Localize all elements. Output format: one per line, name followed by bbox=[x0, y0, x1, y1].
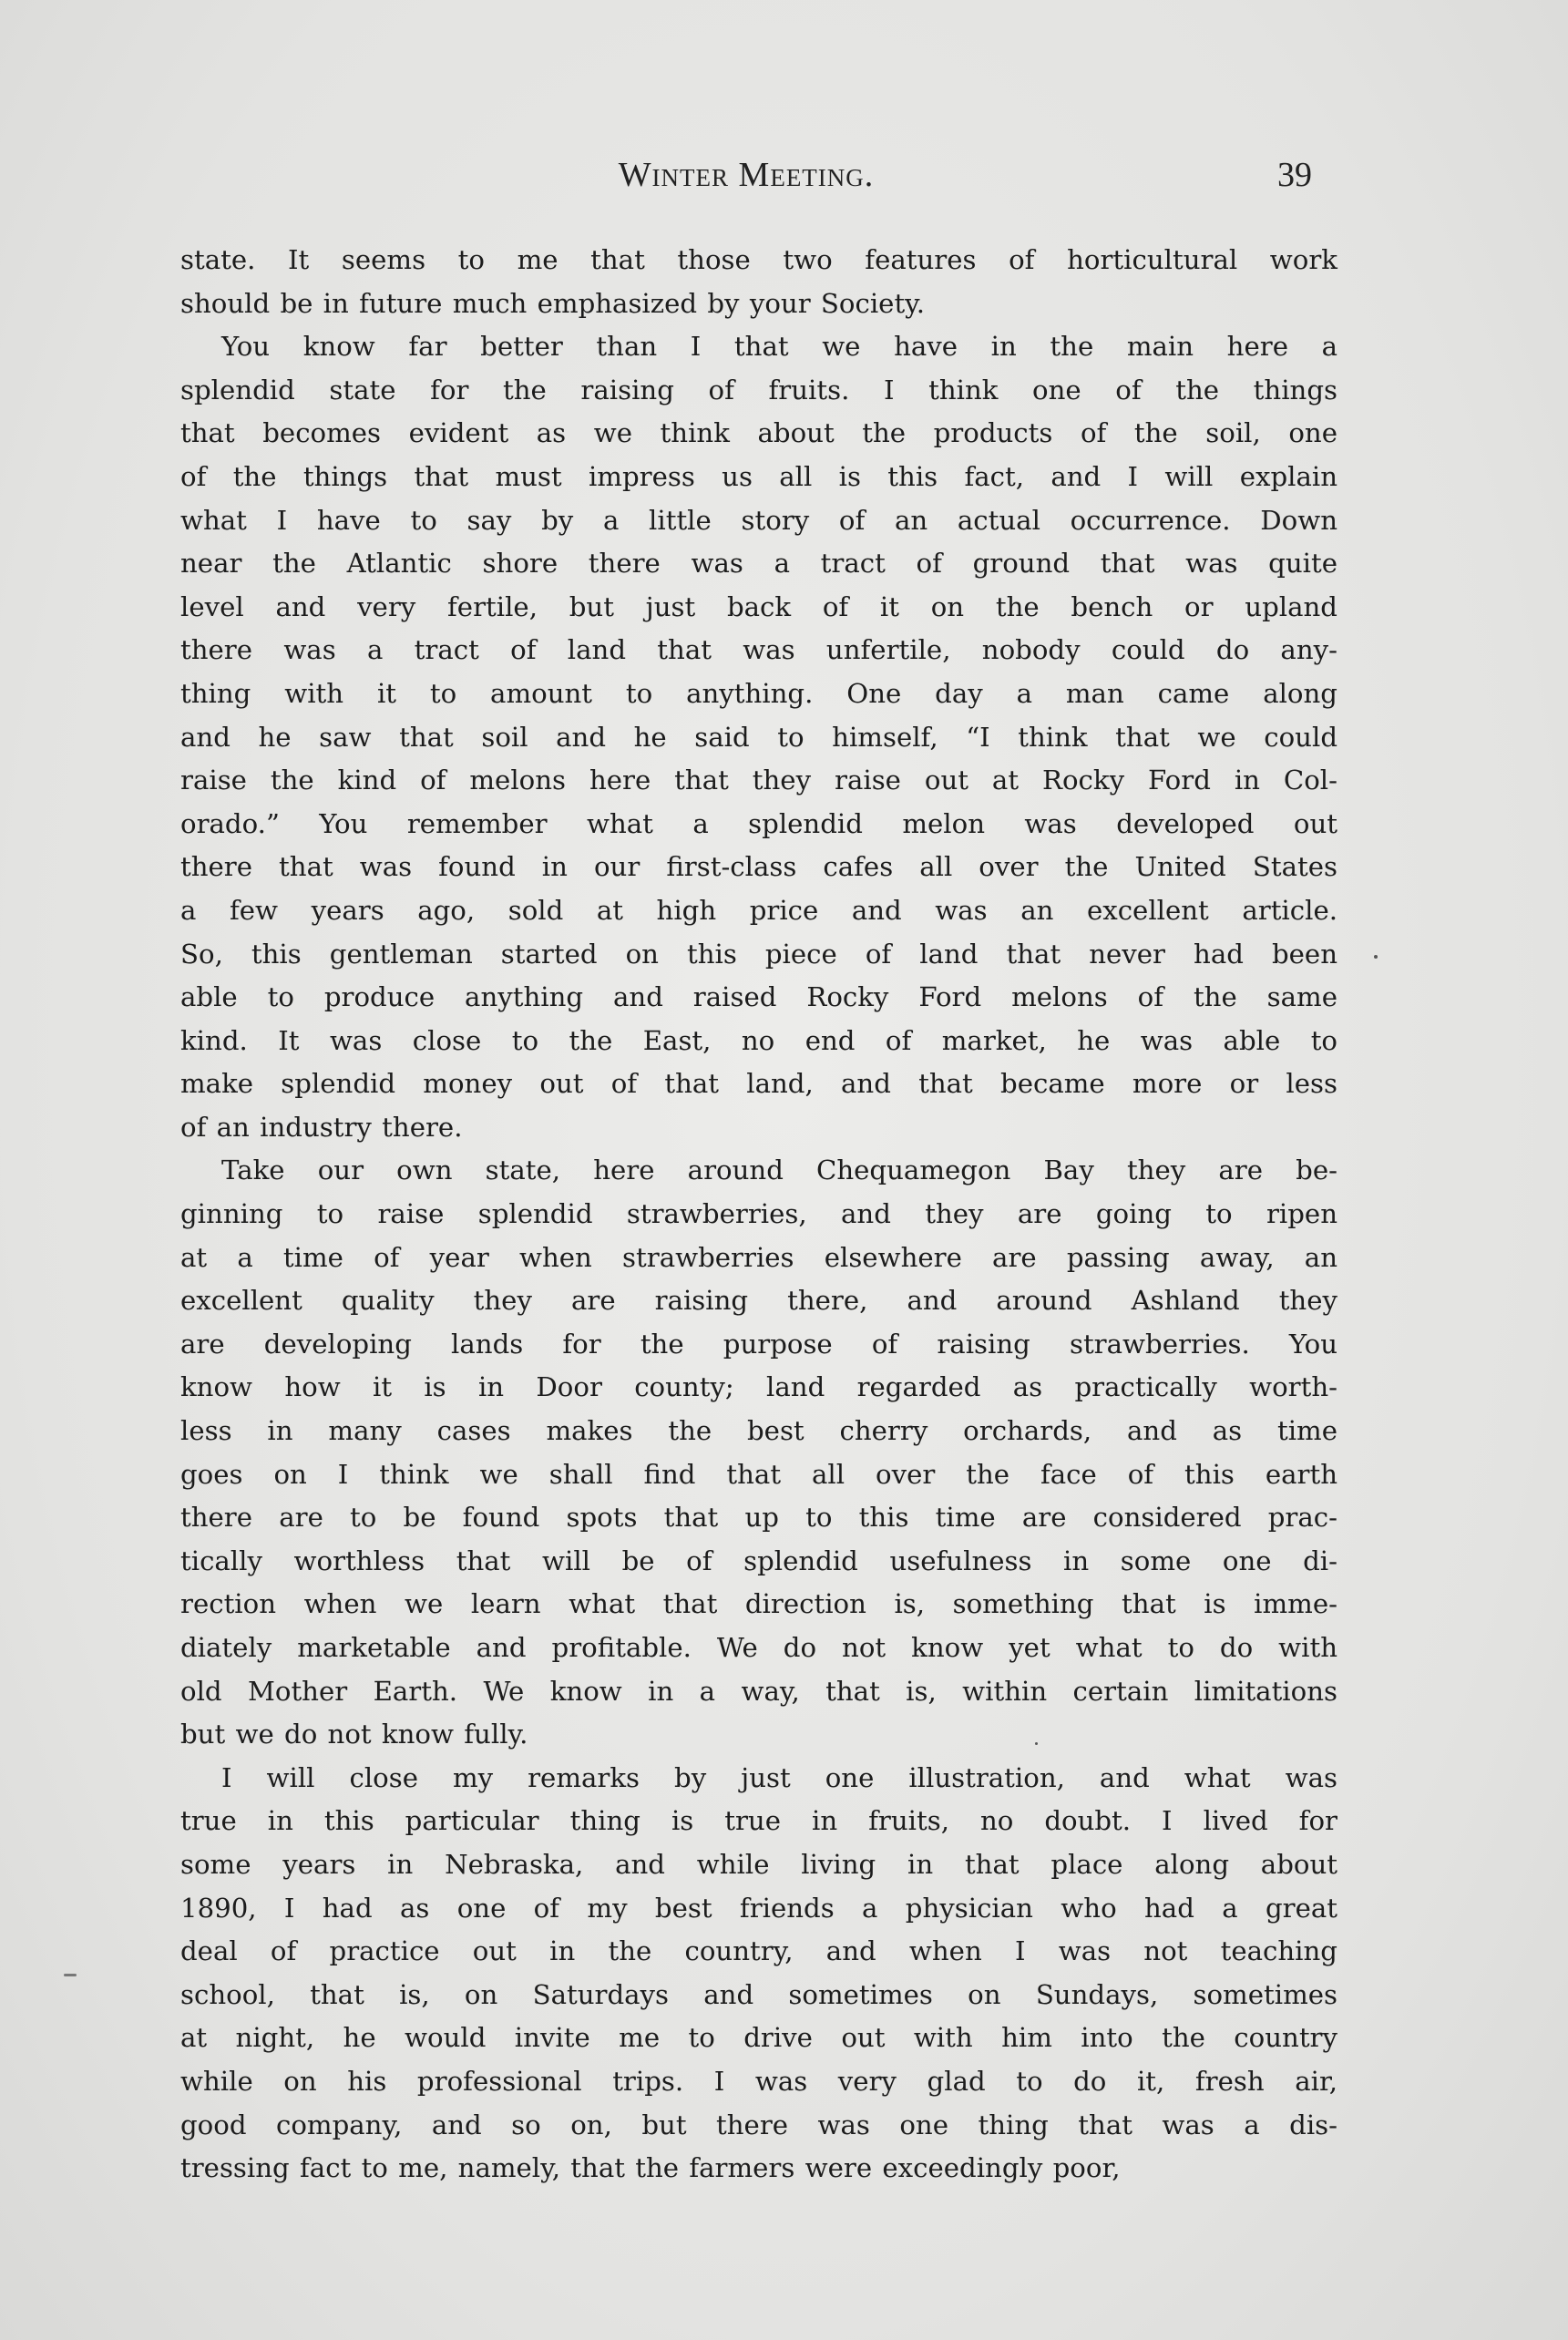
print-speck bbox=[1035, 1742, 1038, 1745]
body-text bbox=[180, 239, 1337, 2191]
print-speck bbox=[64, 1974, 77, 1976]
text-line: good company, and so on, but there was one thing that was a dis- bbox=[180, 2109, 1337, 2140]
text-line: level and very fertile, but just back of it on the bench or upland bbox=[180, 590, 1337, 622]
print-speck bbox=[1374, 955, 1378, 959]
text-line: at night, he would invite me to drive out with him into the country bbox=[180, 2022, 1337, 2054]
text-line: excellent quality they are raising there, and around Ashland they bbox=[180, 1285, 1337, 1317]
text-line: goes on I think we shall find that all over the face of this earth bbox=[180, 1458, 1337, 1490]
paragraph bbox=[180, 1149, 1337, 1756]
text-line: I will close my remarks by just one illustration, and what was bbox=[221, 1761, 1337, 1793]
text-line: are developing lands for the purpose of raising strawberries. You bbox=[180, 1328, 1337, 1360]
text-line: there are to be found spots that up to this time are considered prac- bbox=[180, 1502, 1337, 1534]
text-line: old Mother Earth. We know in a way, that is, within certain limitations bbox=[180, 1675, 1337, 1707]
text-line: there that was found in our first-class cafes all over the United States bbox=[180, 851, 1337, 883]
text-line: what I have to say by a little story of an actual occurrence. Down bbox=[180, 504, 1337, 536]
text-line: able to produce anything and raised Rocky Ford melons of the same bbox=[180, 981, 1337, 1013]
text-line: near the Atlantic shore there was a tract of ground that was quite bbox=[180, 548, 1337, 580]
text-line: and he saw that soil and he said to himself, “I think that we could bbox=[180, 721, 1337, 753]
page-header bbox=[180, 155, 1312, 210]
text-line: know how it is in Door county; land regarded as practically worth- bbox=[180, 1371, 1337, 1403]
text-line: make splendid money out of that land, and that became more or less bbox=[180, 1068, 1337, 1100]
text-line: kind. It was close to the East, no end of market, he was able to bbox=[180, 1024, 1337, 1056]
text-line: of an industry there. bbox=[180, 1111, 463, 1143]
text-line: rection when we learn what that direction is, something that is imme- bbox=[180, 1588, 1337, 1620]
running-title: Winter Meeting. bbox=[618, 156, 875, 194]
page-number: 39 bbox=[1277, 156, 1312, 194]
text-line: a few years ago, sold at high price and was an excellent article. bbox=[180, 894, 1337, 926]
paragraph bbox=[180, 239, 1337, 325]
text-line: thing with it to amount to anything. One day a man came along bbox=[180, 677, 1337, 709]
text-line: So, this gentleman started on this piece of land that never had been bbox=[180, 938, 1337, 970]
text-line: diately marketable and profitable. We do not know yet what to do with bbox=[180, 1632, 1337, 1663]
paragraph bbox=[180, 1757, 1337, 2191]
text-line: orado.” You remember what a splendid melon was developed out bbox=[180, 807, 1337, 839]
text-line: while on his professional trips. I was very glad to do it, fresh air, bbox=[180, 2065, 1337, 2097]
text-line: less in many cases makes the best cherry orchards, and as time bbox=[180, 1415, 1337, 1447]
text-line: of the things that must impress us all is this fact, and I will explain bbox=[180, 460, 1337, 492]
text-line: some years in Nebraska, and while living in that place along about bbox=[180, 1848, 1337, 1880]
text-line: that becomes evident as we think about the products of the soil, one bbox=[180, 417, 1337, 449]
paragraph bbox=[180, 325, 1337, 1149]
text-line: school, that is, on Saturdays and sometimes on Sundays, sometimes bbox=[180, 1978, 1337, 2010]
text-line: raise the kind of melons here that they raise out at Rocky Ford in Col- bbox=[180, 765, 1337, 796]
text-line: splendid state for the raising of fruits. I think one of the things bbox=[180, 374, 1337, 405]
text-line: tressing fact to me, namely, that the farmers were exceedingly poor, bbox=[180, 2152, 1121, 2184]
text-line: ginning to raise splendid strawberries, and they are going to ripen bbox=[180, 1198, 1337, 1230]
text-line: deal of practice out in the country, and when I was not teaching bbox=[180, 1935, 1337, 1967]
text-line: should be in future much emphasized by your Society. bbox=[180, 287, 926, 319]
text-line: You know far better than I that we have in the main here a bbox=[221, 331, 1337, 363]
text-line: true in this particular thing is true in fruits, no doubt. I lived for bbox=[180, 1805, 1337, 1837]
text-line: 1890, I had as one of my best friends a physician who had a great bbox=[180, 1892, 1337, 1924]
text-line: at a time of year when strawberries elsewhere are passing away, an bbox=[180, 1241, 1337, 1273]
text-line: state. It seems to me that those two features of horticultural work bbox=[180, 244, 1337, 275]
text-line: Take our own state, here around Chequamegon Bay they are be- bbox=[221, 1155, 1337, 1186]
text-line: there was a tract of land that was unfertile, nobody could do any- bbox=[180, 634, 1337, 666]
text-line: but we do not know fully. bbox=[180, 1719, 528, 1750]
text-line: tically worthless that will be of splendid usefulness in some one di- bbox=[180, 1545, 1337, 1576]
